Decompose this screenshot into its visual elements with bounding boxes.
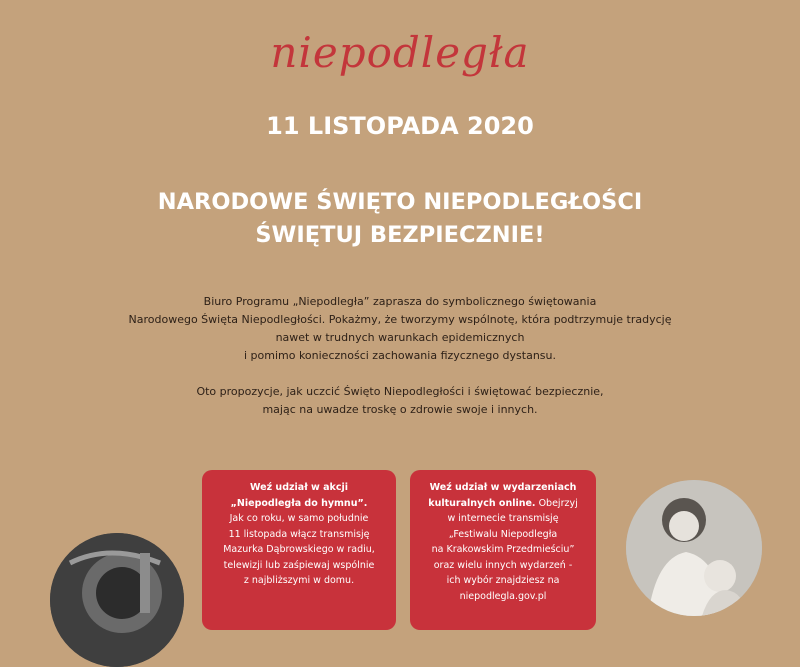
bubble-left-line: Mazurka Dąbrowskiego w radiu, xyxy=(223,544,375,555)
bubble-right-line: niepodlegla.gov.pl xyxy=(459,590,547,602)
intro-line: Oto propozycje, jak uczcić Święto Niepodległości i świętować bezpiecznie, xyxy=(196,385,604,398)
bubble-right-line: ich wybór znajdziesz na xyxy=(446,575,560,586)
paragraph-gap xyxy=(0,365,800,383)
photo-right-circle xyxy=(626,480,762,616)
headline-line-2: ŚWIĘTUJ BEZPIECZNIE! xyxy=(255,222,545,248)
bubble-right-line: w internecie transmisję xyxy=(447,513,559,524)
online-events-bubble xyxy=(410,470,596,630)
intro-line: i pomimo konieczności zachowania fizycznego dystansu. xyxy=(243,349,557,362)
bubble-left-line: 11 listopada włącz transmisję xyxy=(228,528,370,540)
niepodlegla-logo: niepodległa xyxy=(270,28,530,77)
intro-line: nawet w trudnych warunkach epidemicznych xyxy=(275,331,525,344)
bubble-right-intro xyxy=(422,480,584,496)
bubble-right-intro xyxy=(422,496,584,512)
bubble-left-lead: „Niepodległa do hymnu”. xyxy=(230,497,368,509)
headline xyxy=(0,186,800,252)
bubble-right-line: Obejrzyj xyxy=(538,497,578,509)
event-date: 11 LISTOPADA 2020 xyxy=(266,112,534,140)
bubble-left-line: Jak co roku, w samo południe xyxy=(229,513,369,524)
intro-text xyxy=(0,293,800,419)
bubble-right-line: oraz wielu innych wydarzeń - xyxy=(433,559,573,571)
intro-line: mając na uwadze troskę o zdrowie swoje i innych. xyxy=(262,403,538,416)
headline-line-1: NARODOWE ŚWIĘTO NIEPODLEGŁOŚCI xyxy=(157,189,643,215)
bubble-left-line: telewizji lub zaśpiewaj wspólnie xyxy=(223,559,375,571)
bubble-left-line: z najbliższymi w domu. xyxy=(243,575,355,586)
bubble-right-line: „Festiwalu Niepodległa xyxy=(448,528,558,540)
bubble-right-lead: kulturalnych online. xyxy=(428,497,536,509)
intro-line: Narodowego Święta Niepodległości. Pokażmy, że tworzymy wspólnotę, która podtrzymuje tradycję xyxy=(128,313,672,326)
bubble-right-line: na Krakowskim Przedmieściu” xyxy=(431,544,575,555)
bubble-right-lead: Weź udział w wydarzeniach xyxy=(429,482,577,493)
intro-line: Biuro Programu „Niepodległa” zaprasza do symbolicznego świętowania xyxy=(203,295,597,308)
hymn-action-bubble xyxy=(202,470,396,630)
woman-with-child-photo-icon xyxy=(626,480,762,616)
bubble-left-lead: Weź udział w akcji xyxy=(250,482,348,493)
old-radio-photo-icon xyxy=(50,533,184,667)
photo-left-circle xyxy=(50,533,184,667)
